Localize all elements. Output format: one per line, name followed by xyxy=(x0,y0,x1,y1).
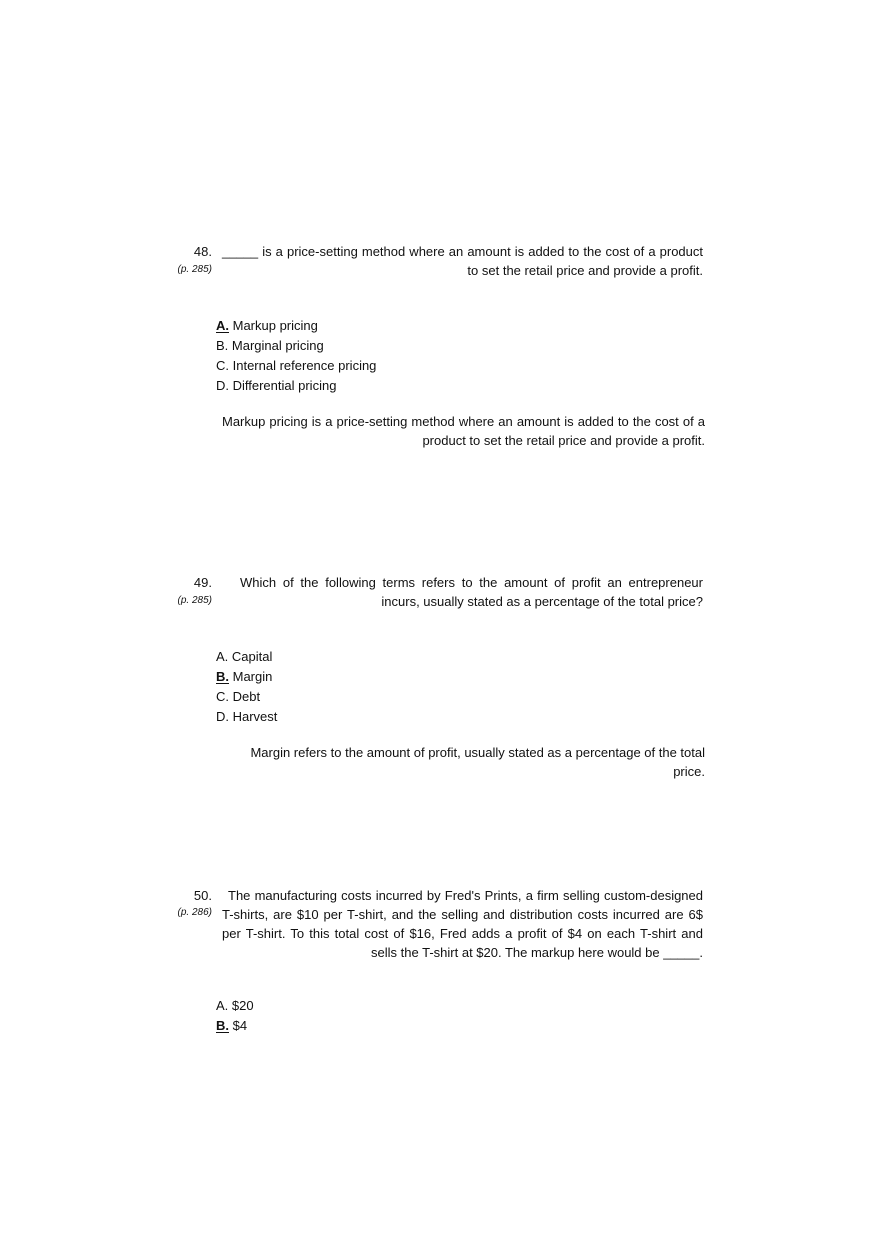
page-reference: (p. 285) xyxy=(177,264,212,275)
question-text: The manufacturing costs incurred by Fred's Prints, a firm selling custom-designed T-shirts, are $10 per T-shirt, and the selling and distribution costs incurred are 6$ per T-shirt. To this total cost of $16, Fred adds a profit of $4 on each T-shirt and sells the T-shirt at $20. The markup here would be _____. xyxy=(222,888,703,960)
answer-choice-d[interactable] xyxy=(216,707,277,727)
choice-text: $4 xyxy=(229,1018,248,1033)
choice-text: Marginal pricing xyxy=(228,338,324,353)
choice-text: Harvest xyxy=(229,709,278,724)
choice-letter: B. xyxy=(216,338,229,353)
page-reference: (p. 286) xyxy=(177,907,212,918)
choice-letter: D. xyxy=(216,709,229,724)
answer-choice-a[interactable] xyxy=(216,996,254,1016)
choice-letter: A. xyxy=(216,318,229,333)
question-text: Which of the following terms refers to the amount of profit an entrepreneur incurs, usually stated as a percentage of the total price? xyxy=(240,575,703,609)
answer-choice-b[interactable] xyxy=(216,336,376,356)
answer-choice-d[interactable] xyxy=(216,376,376,396)
choice-text: Differential pricing xyxy=(229,378,337,393)
answer-choice-c[interactable] xyxy=(216,687,277,707)
question-number: 49. xyxy=(193,575,212,590)
choice-text: Internal reference pricing xyxy=(229,358,377,373)
choice-letter: B. xyxy=(216,1018,229,1033)
choice-letter: C. xyxy=(216,358,229,373)
choice-text: Margin xyxy=(229,669,273,684)
answer-choices xyxy=(216,316,376,396)
choice-letter: C. xyxy=(216,689,229,704)
answer-explanation: Markup pricing is a price-setting method where an amount is added to the cost of a product to set the retail price and provide a profit. xyxy=(222,414,705,448)
choice-letter: B. xyxy=(216,669,229,684)
choice-text: Markup pricing xyxy=(229,318,318,333)
answer-choice-b[interactable] xyxy=(216,1016,254,1036)
answer-choices xyxy=(216,647,277,727)
question-text: _____ is a price-setting method where an amount is added to the cost of a product to set the retail price and provide a profit. xyxy=(222,244,703,278)
answer-choices xyxy=(216,996,254,1036)
answer-choice-c[interactable] xyxy=(216,356,376,376)
answer-choice-a[interactable] xyxy=(216,316,376,336)
question-number: 48. xyxy=(193,244,212,259)
choice-text: Debt xyxy=(229,689,261,704)
answer-choice-a[interactable] xyxy=(216,647,277,667)
choice-letter: A. xyxy=(216,998,229,1013)
question-number: 50. xyxy=(193,888,212,903)
page-reference: (p. 285) xyxy=(177,595,212,606)
choice-letter: D. xyxy=(216,378,229,393)
choice-text: Capital xyxy=(228,649,273,664)
choice-text: $20 xyxy=(228,998,254,1013)
answer-explanation: Margin refers to the amount of profit, usually stated as a percentage of the total price. xyxy=(250,745,705,779)
answer-choice-b[interactable] xyxy=(216,667,277,687)
choice-letter: A. xyxy=(216,649,229,664)
